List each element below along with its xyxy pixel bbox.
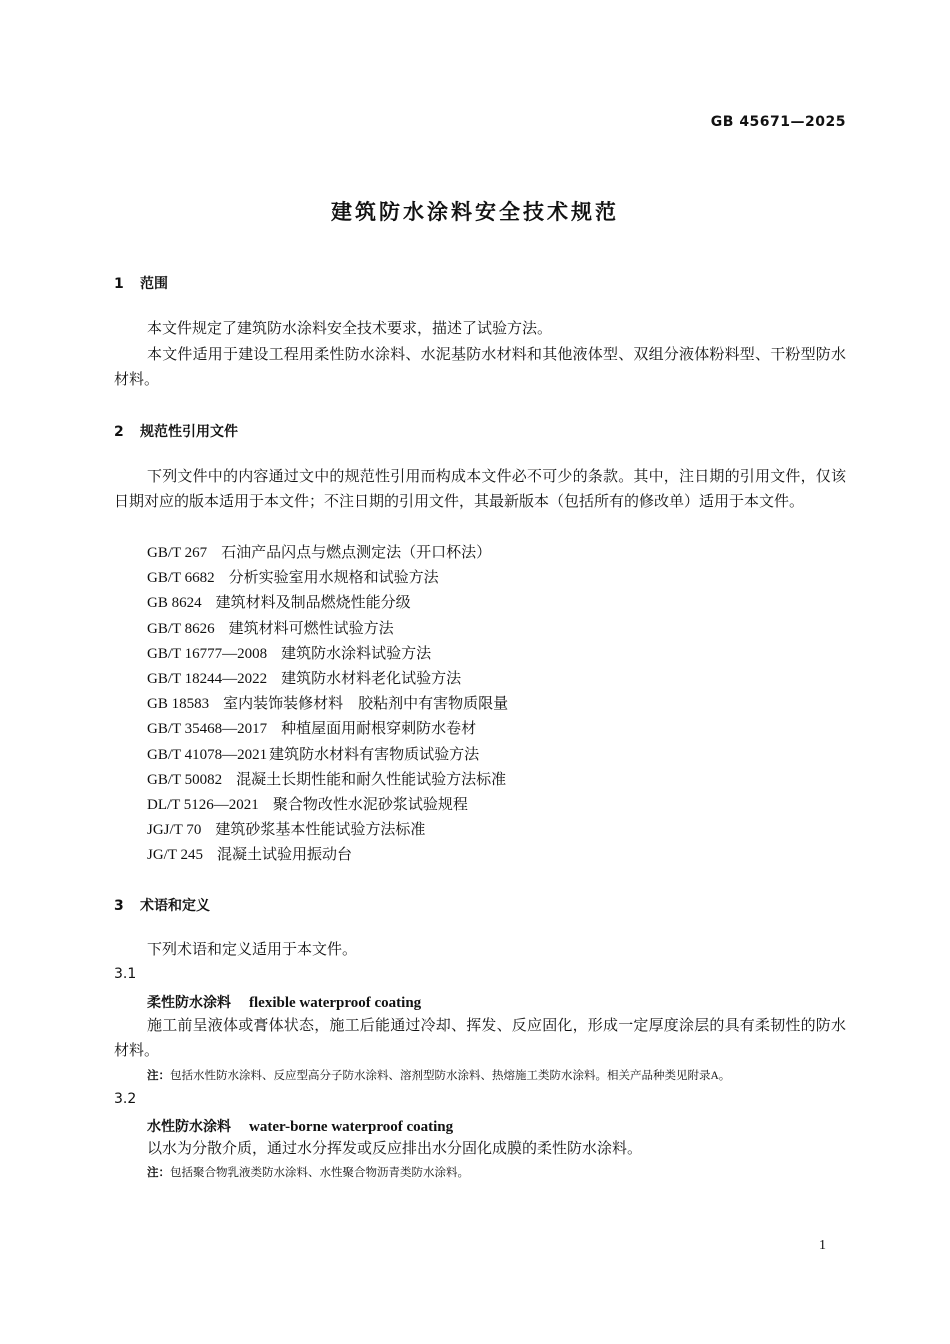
term-name-en: water-borne waterproof coating [249, 1119, 454, 1135]
section-heading-scope [114, 273, 168, 293]
reference-code: GB/T 8626 [147, 620, 215, 637]
reference-code: GB/T 6682 [147, 570, 215, 587]
reference-item [147, 843, 508, 868]
reference-title: 建筑防水涂料试验方法 [281, 645, 432, 662]
reference-item [147, 818, 508, 843]
reference-code: JGJ/T 70 [147, 822, 202, 839]
reference-title: 石油产品闪点与燃点测定法（开口杯法） [221, 545, 492, 561]
reference-code: GB/T 267 [147, 545, 208, 561]
term-note [147, 1163, 847, 1182]
section-title: 规范性引用文件 [140, 424, 238, 440]
note-text: 包括聚合物乳液类防水涂料、水性聚合物沥青类防水涂料。 [170, 1167, 469, 1179]
reference-title: 建筑防水材料老化试验方法 [281, 671, 462, 688]
reference-item [147, 768, 508, 793]
term-number: 3.2 [114, 1091, 137, 1107]
reference-code: GB 8624 [147, 595, 202, 612]
standard-number: GB 45671—2025 [710, 114, 846, 130]
section-number: 2 [114, 424, 124, 440]
reference-title: 分析实验室用水规格和试验方法 [228, 570, 439, 587]
reference-code: GB/T 35468—2017 [147, 721, 268, 738]
reference-code: GB/T 18244—2022 [147, 671, 268, 688]
scope-paragraph-1: 本文件规定了建筑防水涂料安全技术要求，描述了试验方法。 [147, 321, 553, 337]
section-number: 3 [114, 898, 124, 914]
term-number: 3.1 [114, 966, 137, 982]
scope-paragraph-2: 本文件适用于建设工程用柔性防水涂料、水泥基防水材料和其他液体型、双组分液体粉料型、干粉型防水材料。 [114, 347, 846, 388]
reference-item [147, 667, 508, 692]
section-number: 1 [114, 276, 124, 292]
reference-title: 建筑防水材料有害物质试验方法 [269, 746, 480, 763]
reference-title: 聚合物改性水泥砂浆试验规程 [272, 797, 468, 814]
note-label: 注： [147, 1068, 170, 1082]
section-heading-references [114, 421, 238, 441]
reference-item [147, 541, 508, 566]
references-intro: 下列文件中的内容通过文中的规范性引用而构成本文件必不可少的条款。其中，注日期的引用文件，仅该日期对应的版本适用于本文件；不注日期的引用文件，其最新版本（包括所有的修改单）适用于本文件。 [114, 469, 846, 510]
reference-item [147, 591, 508, 616]
reference-item [147, 793, 508, 818]
reference-code: GB/T 41078—2021 [147, 746, 268, 763]
term-definition: 以水为分散介质，通过水分挥发或反应排出水分固化成膜的柔性防水涂料。 [147, 1141, 643, 1157]
page-number: 1 [819, 1238, 826, 1253]
reference-item [147, 692, 508, 717]
reference-list [147, 541, 508, 869]
term-name-cn: 柔性防水涂料 [147, 995, 231, 1011]
reference-title: 混凝土长期性能和耐久性能试验方法标准 [236, 771, 507, 788]
reference-title: 室内装饰装修材料 胶粘剂中有害物质限量 [223, 696, 509, 713]
term-name-cn: 水性防水涂料 [147, 1119, 231, 1135]
reference-code: GB/T 16777—2008 [147, 645, 268, 662]
section-title: 术语和定义 [140, 898, 210, 914]
reference-item [147, 743, 508, 768]
reference-title: 混凝土试验用振动台 [216, 847, 352, 864]
reference-code: GB/T 50082 [147, 771, 223, 788]
reference-title: 建筑材料可燃性试验方法 [228, 620, 394, 637]
reference-item [147, 717, 508, 742]
note-text: 包括水性防水涂料、反应型高分子防水涂料、溶剂型防水涂料、热熔施工类防水涂料。相关产品种类见附录A。 [170, 1070, 731, 1082]
term-definition: 施工前呈液体或膏体状态，施工后能通过冷却、挥发、反应固化，形成一定厚度涂层的具有柔韧性的防水材料。 [114, 1018, 846, 1059]
terms-intro: 下列术语和定义适用于本文件。 [147, 942, 358, 958]
document-title: 建筑防水涂料安全技术规范 [331, 200, 619, 224]
section-title: 范围 [140, 276, 168, 292]
reference-item [147, 566, 508, 591]
reference-title: 种植屋面用耐根穿刺防水卷材 [281, 721, 477, 738]
reference-title: 建筑材料及制品燃烧性能分级 [215, 595, 411, 612]
term-name-en: flexible waterproof coating [249, 995, 422, 1011]
term-note [147, 1066, 847, 1085]
reference-code: GB 18583 [147, 696, 210, 713]
term-name [147, 992, 421, 1012]
term-name [147, 1116, 453, 1136]
note-label: 注： [147, 1165, 170, 1179]
reference-title: 建筑砂浆基本性能试验方法标准 [215, 822, 426, 839]
reference-code: JG/T 245 [147, 847, 203, 864]
reference-item [147, 642, 508, 667]
reference-code: DL/T 5126—2021 [147, 797, 259, 814]
reference-item [147, 617, 508, 642]
section-heading-terms [114, 895, 210, 915]
